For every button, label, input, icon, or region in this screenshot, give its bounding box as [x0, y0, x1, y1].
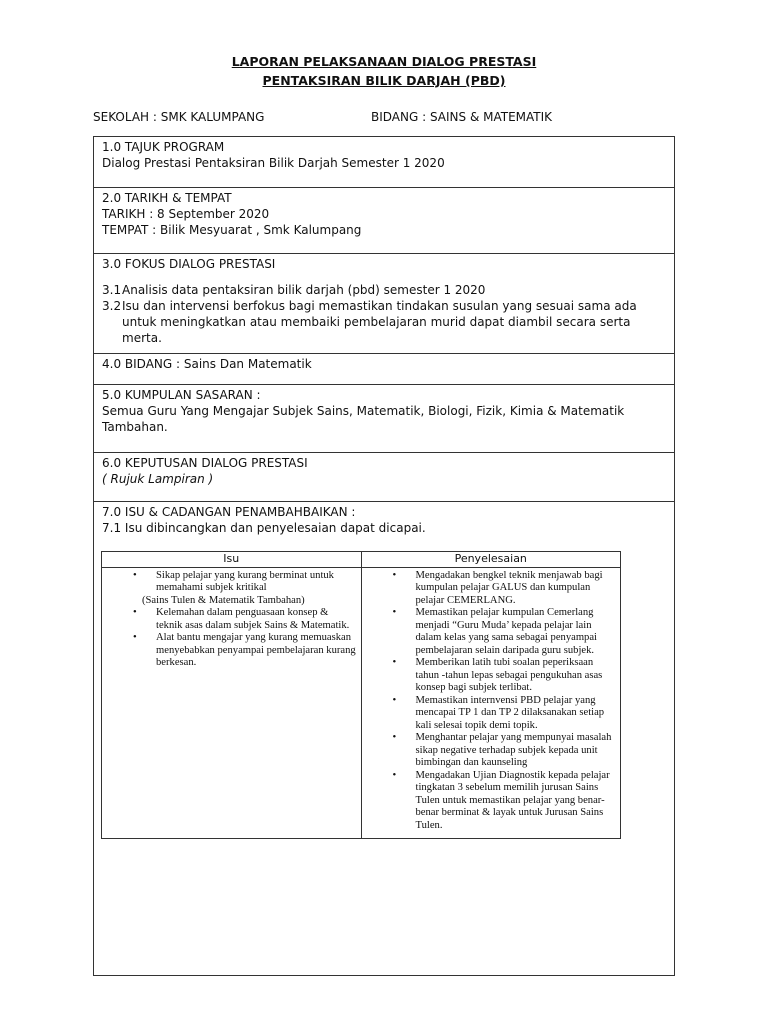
bullet-icon: •: [392, 607, 397, 618]
section-heading: 7.0 ISU & CADANGAN PENAMBAHBAIKAN :: [102, 505, 356, 519]
issues-cell: [102, 567, 362, 839]
field-label: BIDANG : SAINS & MATEMATIK: [371, 110, 553, 124]
section-focus: [94, 254, 674, 354]
section-issues: [94, 502, 674, 975]
item-text: Analisis data pentaksiran bilik darjah (pbd) semester 1 2020: [122, 283, 486, 297]
section-heading: 3.0 FOKUS DIALOG PRESTASI: [102, 257, 276, 271]
bullet-icon: •: [392, 694, 397, 706]
issues-table: [101, 551, 621, 839]
bullet-icon: •: [392, 569, 397, 581]
item-number: 3.2: [102, 299, 122, 313]
issue-note: (Sains Tulen & Matematik Tambahan): [142, 594, 305, 606]
section-decision: [94, 453, 674, 502]
solution-item: • Mengadakan bengkel teknik menjawab bagi kumpulan pelajar GALUS dan kumpulan pelajar CEMERLANG.: [392, 569, 603, 606]
bullet-icon: •: [133, 607, 137, 618]
place-line: TEMPAT : Bilik Mesyuarat , Smk Kalumpang: [102, 223, 362, 237]
solution-item: • Memastikan pelajar kumpulan Cemerlang menjadi “Guru Muda’ kepada pelajar lain dalam kelas yang sama sebagai penyampai pembelajaran selain daripada guru subjek.: [392, 607, 597, 656]
solution-item: • Memastikan internvensi PBD pelajar yang mencapai TP 1 dan TP 2 dilaksanakan setiap kali selesai topik demi topik.: [392, 694, 605, 731]
school-label: SEKOLAH : SMK KALUMPANG: [93, 110, 265, 124]
bullet-icon: •: [392, 732, 397, 743]
solutions-cell: [361, 567, 621, 839]
date-line: TARIKH : 8 September 2020: [102, 207, 270, 221]
report-form: [93, 136, 675, 976]
column-header-issue: Isu: [102, 552, 362, 568]
section-heading: 4.0 BIDANG : Sains Dan Matematik: [102, 357, 312, 371]
issue-item: • Sikap pelajar yang kurang berminat untuk memahami subjek kritikal: [133, 569, 334, 593]
section-program-title: [94, 137, 674, 188]
focus-item: [102, 282, 666, 298]
bullet-icon: •: [392, 657, 397, 668]
report-subtitle: PENTAKSIRAN BILIK DARJAH (PBD): [262, 73, 506, 88]
solution-item: • Mengadakan Ujian Diagnostik kepada pelajar tingkatan 3 sebelum memilih jurusan Sains Tulen untuk memastikan pelajar yang benar-benar berminat & layak untuk Jurusan Sains Tulen.: [392, 769, 610, 831]
section-heading: 5.0 KUMPULAN SASARAN :: [102, 388, 261, 402]
solution-item: • Memberikan latih tubi soalan peperiksaan tahun -tahun lepas sebagai pengukuhan asas konsep bagi subjek terlibat.: [392, 657, 603, 693]
issue-item: • Alat bantu mengajar yang kurang memuaskan menyebabkan penyampai pembelajaran kurang berkesan.: [133, 632, 356, 668]
section-subheading: 7.1 Isu dibincangkan dan penyelesaian dapat dicapai.: [102, 521, 426, 535]
section-target-group: [94, 385, 674, 453]
bullet-icon: •: [133, 632, 137, 643]
section-body: Dialog Prestasi Pentaksiran Bilik Darjah Semester 1 2020: [102, 156, 445, 170]
section-body: ( Rujuk Lampiran ): [102, 472, 214, 486]
solution-item: • Menghantar pelajar yang mempunyai masalah sikap negative terhadap subjek kepada unit bimbingan dan kaunseling: [392, 732, 612, 768]
section-heading: 1.0 TAJUK PROGRAM: [102, 140, 225, 154]
section-date-place: [94, 188, 674, 254]
item-number: 3.1: [102, 283, 122, 297]
section-heading: 2.0 TARIKH & TEMPAT: [102, 191, 232, 205]
issue-item: • Kelemahan dalam penguasaan konsep & teknik asas dalam subjek Sains & Matematik.: [133, 607, 350, 631]
bullet-icon: •: [392, 769, 397, 781]
bullet-icon: •: [133, 569, 137, 581]
focus-item: [102, 298, 666, 346]
report-title: LAPORAN PELAKSANAAN DIALOG PRESTASI: [231, 54, 537, 69]
column-header-solution: Penyelesaian: [361, 552, 621, 568]
section-body: Semua Guru Yang Mengajar Subjek Sains, Matematik, Biologi, Fizik, Kimia & Matematik Tambahan.: [102, 404, 625, 434]
section-heading: 6.0 KEPUTUSAN DIALOG PRESTASI: [102, 456, 308, 470]
item-text: Isu dan intervensi berfokus bagi memastikan tindakan susulan yang sesuai sama ada untuk meningkatkan atau membaiki pembelajaran murid dapat diambil secara serta merta.: [122, 299, 637, 345]
section-field: [94, 354, 674, 385]
